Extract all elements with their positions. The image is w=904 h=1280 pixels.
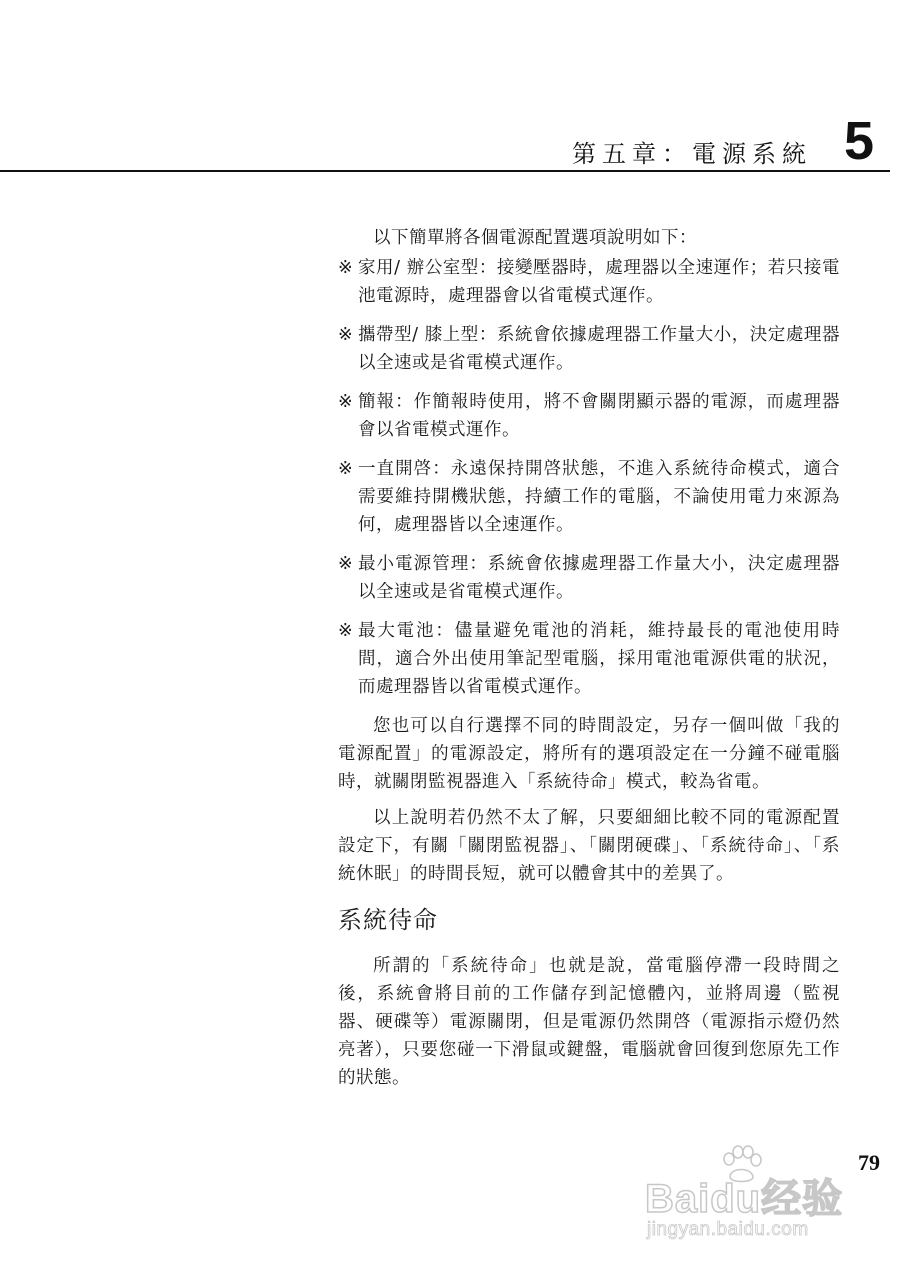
watermark-url: jingyan.baidu.com bbox=[647, 1219, 809, 1240]
list-item-text: 一直開啓：永遠保持開啓狀態，不進入系統待命模式，適合需要維持開機狀態，持續工作的電腦，不論使用電力來源為何，處理器皆以全速運作。 bbox=[358, 459, 840, 535]
baidu-watermark bbox=[645, 1145, 875, 1255]
reference-mark: ※ bbox=[338, 392, 354, 412]
list-item bbox=[338, 455, 840, 539]
watermark-brand: Baidu经验 bbox=[645, 1177, 844, 1221]
list-item-text: 簡報：作簡報時使用，將不會關閉顯示器的電源，而處理器會以省電模式運作。 bbox=[358, 392, 840, 440]
list-item-text: 家用/ 辦公室型：接變壓器時，處理器以全速運作；若只接電池電源時，處理器會以省電模式運作。 bbox=[358, 258, 840, 306]
intro-text: 以下簡單將各個電源配置選項說明如下： bbox=[373, 228, 697, 248]
reference-mark: ※ bbox=[338, 554, 354, 574]
reference-mark: ※ bbox=[338, 621, 354, 641]
chapter-number: 5 bbox=[843, 111, 874, 171]
body-paragraph: 您也可以自行選擇不同的時間設定，另存一個叫做「我的電源配置」的電源設定，將所有的選項設定在一分鐘不碰電腦時，就關閉監視器進入「系統待命」模式，較為省電。 bbox=[338, 716, 840, 792]
list-item bbox=[338, 321, 840, 377]
reference-mark: ※ bbox=[338, 459, 354, 479]
section-heading: 系統待命 bbox=[338, 906, 438, 934]
list-item bbox=[338, 617, 840, 701]
chapter-header bbox=[0, 112, 890, 172]
power-scheme-list bbox=[338, 254, 840, 701]
page-content bbox=[338, 224, 840, 1100]
page-number: 79 bbox=[858, 1150, 880, 1175]
section-body-paragraph: 所謂的「系統待命」也就是說，當電腦停滯一段時間之後，系統會將目前的工作儲存到記憶體內，並將周邊（監視器、硬碟等）電源關閉，但是電源仍然開啓（電源指示燈仍然亮著），只要您碰一下滑鼠或鍵盤，電腦就會回復到您原先工作的狀態。 bbox=[338, 956, 840, 1088]
body-paragraph: 以上說明若仍然不太了解，只要細細比較不同的電源配置設定下，有關「關閉監視器」、「關閉硬碟」、「系統待命」、「系統休眠」的時間長短，就可以體會其中的差異了。 bbox=[338, 808, 840, 884]
list-item-text: 攜帶型/ 膝上型：系統會依據處理器工作量大小，決定處理器以全速或是省電模式運作。 bbox=[358, 325, 840, 373]
reference-mark: ※ bbox=[338, 258, 354, 278]
list-item-text: 最小電源管理：系統會依據處理器工作量大小，決定處理器以全速或是省電模式運作。 bbox=[358, 554, 840, 602]
list-item bbox=[338, 254, 840, 310]
list-item-text: 最大電池：儘量避免電池的消耗，維持最長的電池使用時間，適合外出使用筆記型電腦，採用電池電源供電的狀況，而處理器皆以省電模式運作。 bbox=[358, 621, 840, 697]
list-item bbox=[338, 550, 840, 606]
list-item bbox=[338, 388, 840, 444]
chapter-title: 第五章：電源系統 bbox=[572, 140, 812, 168]
reference-mark: ※ bbox=[338, 325, 354, 345]
